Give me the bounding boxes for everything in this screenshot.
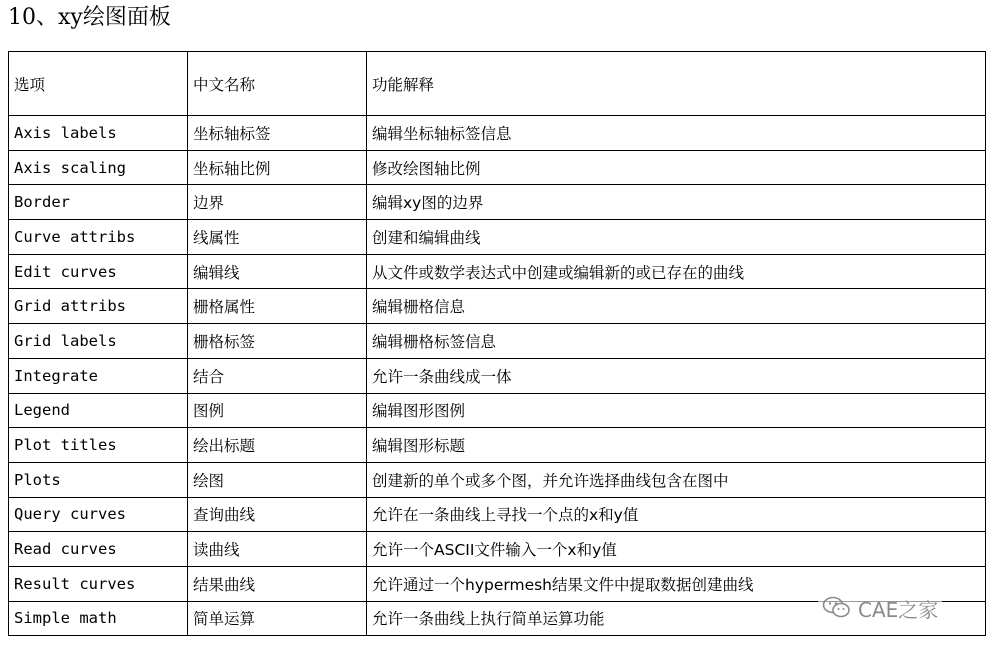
cell-chinese-name: 读曲线 [188, 532, 367, 567]
wechat-icon [822, 595, 852, 621]
header-option: 选项 [9, 52, 188, 116]
table-row [9, 532, 986, 567]
cell-option: Plot titles [9, 428, 188, 463]
table-row [9, 185, 986, 220]
cell-option: Query curves [9, 497, 188, 532]
header-chinese-name: 中文名称 [188, 52, 367, 116]
cell-option: Legend [9, 393, 188, 428]
table-header-row [9, 52, 986, 116]
table-row [9, 462, 986, 497]
cell-function: 允许一条曲线上执行简单运算功能 [367, 601, 986, 636]
cell-chinese-name: 图例 [188, 393, 367, 428]
table-row [9, 150, 986, 185]
cell-chinese-name: 栅格属性 [188, 289, 367, 324]
cell-option: Result curves [9, 566, 188, 601]
cell-function: 编辑栅格标签信息 [367, 324, 986, 359]
options-table [8, 51, 986, 636]
cell-function: 修改绘图轴比例 [367, 150, 986, 185]
cell-function: 编辑图形标题 [367, 428, 986, 463]
table-row [9, 254, 986, 289]
cell-function: 允许一条曲线成一体 [367, 358, 986, 393]
table-row [9, 497, 986, 532]
table-row [9, 428, 986, 463]
table-row [9, 220, 986, 255]
table-row [9, 358, 986, 393]
cell-option: Axis labels [9, 116, 188, 151]
table-row [9, 116, 986, 151]
cell-option: Integrate [9, 358, 188, 393]
cell-chinese-name: 绘图 [188, 462, 367, 497]
cell-option: Simple math [9, 601, 188, 636]
table-row [9, 393, 986, 428]
cell-function: 允许一个ASCII文件输入一个x和y值 [367, 532, 986, 567]
cell-chinese-name: 简单运算 [188, 601, 367, 636]
header-function: 功能解释 [367, 52, 986, 116]
cell-option: Edit curves [9, 254, 188, 289]
cell-chinese-name: 边界 [188, 185, 367, 220]
cell-chinese-name: 查询曲线 [188, 497, 367, 532]
cell-chinese-name: 坐标轴比例 [188, 150, 367, 185]
watermark-text: CAE之家 [858, 597, 939, 622]
cell-option: Curve attribs [9, 220, 188, 255]
cell-function: 编辑图形图例 [367, 393, 986, 428]
cell-function: 编辑栅格信息 [367, 289, 986, 324]
cell-chinese-name: 线属性 [188, 220, 367, 255]
cell-function: 从文件或数学表达式中创建或编辑新的或已存在的曲线 [367, 254, 986, 289]
cell-function: 创建新的单个或多个图，并允许选择曲线包含在图中 [367, 462, 986, 497]
cell-chinese-name: 绘出标题 [188, 428, 367, 463]
cell-option: Read curves [9, 532, 188, 567]
cell-option: Grid attribs [9, 289, 188, 324]
table-row [9, 289, 986, 324]
cell-chinese-name: 栅格标签 [188, 324, 367, 359]
watermark [818, 590, 942, 626]
page-title: 10、xy绘图面板 [8, 5, 171, 30]
cell-function: 编辑坐标轴标签信息 [367, 116, 986, 151]
cell-option: Grid labels [9, 324, 188, 359]
cell-chinese-name: 结果曲线 [188, 566, 367, 601]
cell-function: 编辑xy图的边界 [367, 185, 986, 220]
cell-function: 创建和编辑曲线 [367, 220, 986, 255]
cell-chinese-name: 编辑线 [188, 254, 367, 289]
cell-function: 允许在一条曲线上寻找一个点的x和y值 [367, 497, 986, 532]
cell-option: Axis scaling [9, 150, 188, 185]
cell-chinese-name: 结合 [188, 358, 367, 393]
cell-function: 允许通过一个hypermesh结果文件中提取数据创建曲线 [367, 566, 986, 601]
cell-chinese-name: 坐标轴标签 [188, 116, 367, 151]
table-row [9, 324, 986, 359]
cell-option: Border [9, 185, 188, 220]
cell-option: Plots [9, 462, 188, 497]
